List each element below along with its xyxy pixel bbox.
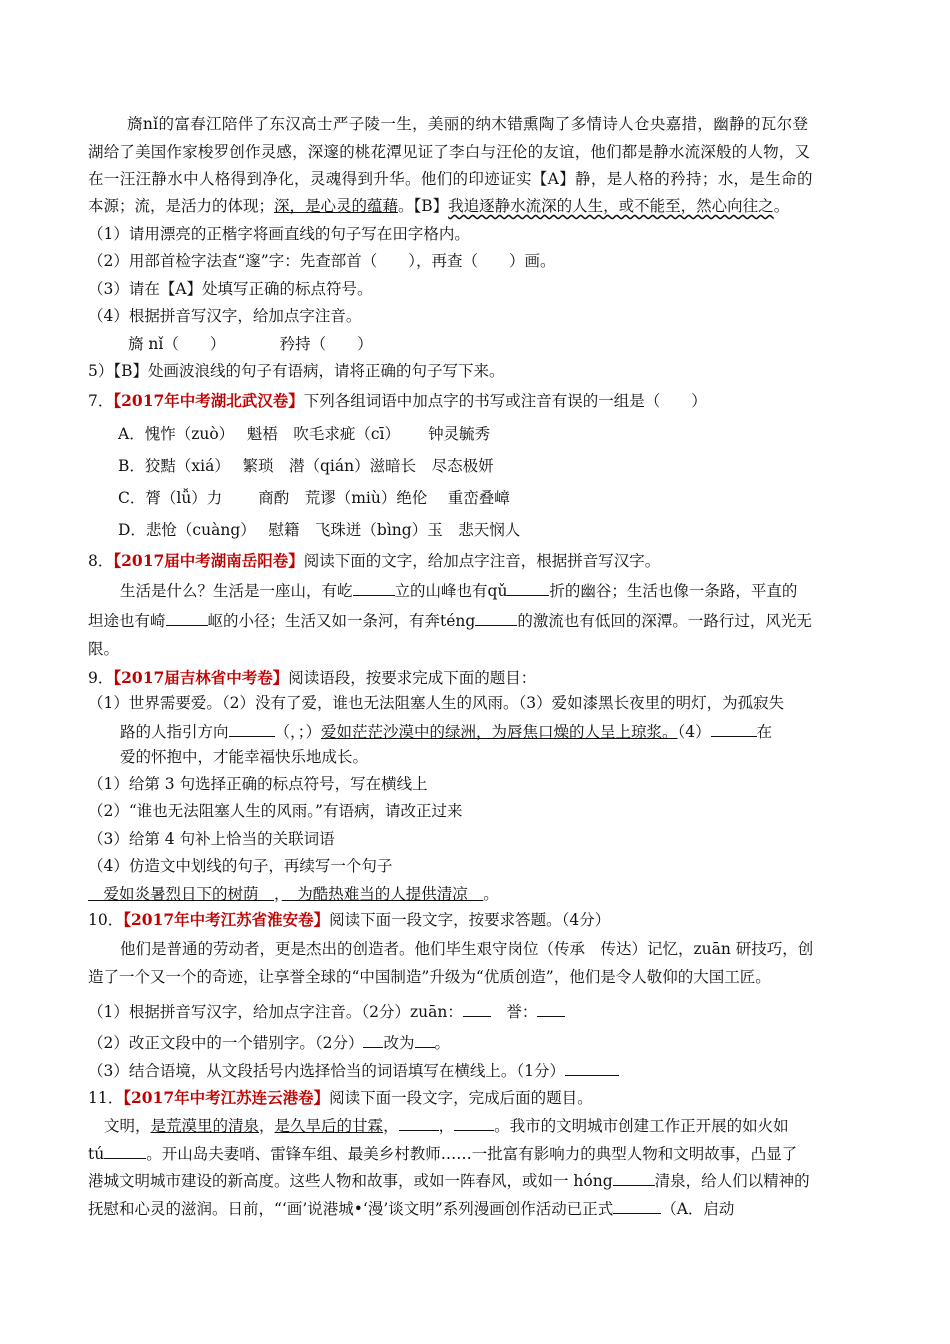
- q9-sub-1: （1）给第 3 句选择正确的标点符号，写在横线上: [88, 775, 428, 793]
- source-tag: 【2017年中考湖北武汉卷】: [113, 391, 304, 410]
- q9-sub-4: （4）仿造文中划线的句子，再续写一个句子: [88, 857, 393, 875]
- q11-text: （A．启动: [661, 1200, 735, 1218]
- option-b: B．狡黠（xiá） 繁琐 潜（qián）滋暗长 尽态极妍: [118, 457, 494, 475]
- source-tag: 【2017届吉林省中考卷】: [113, 668, 289, 687]
- passage-line-1: 旖nǐ的富春江陪伴了东汉高士严子陵一生，美丽的纳木错熏陶了多情诗人仓央嘉措，幽静的瓦尔登: [127, 115, 809, 133]
- option-c: C．膂（lǚ）力 商酌 荒谬（miù）绝伦 重峦叠嶂: [118, 489, 510, 507]
- q11-line-4: [88, 1198, 734, 1219]
- q10-line-1: 他们是普通的劳动者，更是杰出的创造者。他们毕生艰守岗位（传承 传达）记忆，zuān 研技巧，创: [120, 940, 814, 958]
- question-text: 下列各组词语中加点字的书写或注音有误的一组是（ ）: [303, 392, 707, 410]
- question-number: 7．: [88, 392, 114, 410]
- answer-blank[interactable]: [537, 1001, 565, 1017]
- answer-blank[interactable]: [363, 1032, 383, 1048]
- q9-line-2: [120, 721, 772, 742]
- q9-sub-2: （2）“谁也无法阻塞人生的风雨。”有语病，请改正过来: [88, 802, 463, 820]
- subq-1: （1）请用漂亮的正楷字将画直线的句子写在田字格内。: [88, 225, 470, 243]
- q10-line-2: 造了一个又一个的奇迹，让享誉全球的“中国制造”升级为“优质创造”，他们是令人敬仰的大国工匠。: [88, 968, 771, 986]
- answer-blank[interactable]: [454, 1115, 494, 1131]
- answer-blank[interactable]: [166, 610, 208, 626]
- option-d: D．悲怆（cuàng） 慰籍 飞珠迸（bìng）玉 悲天悯人: [118, 521, 521, 539]
- question-number: 9．: [88, 669, 114, 687]
- question-number: 10．: [88, 911, 124, 929]
- answer-blank[interactable]: [104, 1143, 146, 1159]
- passage-line-4-c: 。【B】: [398, 197, 449, 215]
- answer-punct: 。: [483, 885, 499, 903]
- question-text: 阅读下面的文字，给加点字注音，根据拼音写汉字。: [303, 552, 661, 570]
- q8-line-3: 限。: [88, 640, 120, 658]
- source-tag: 【2017年中考江苏省淮安卷】: [123, 910, 330, 929]
- q10-text: （1）根据拼音写汉字，给加点字注音。（2分）zuān：: [88, 1003, 463, 1021]
- q11-text: tú: [88, 1145, 105, 1163]
- passage-line-4-a: 本源；流，是活力的体现；: [88, 197, 275, 215]
- q10-text: 。: [434, 1034, 451, 1052]
- passage-line-2: 湖给了美国作家梭罗创作灵感，深邃的桃花潭见证了李白与汪伦的友谊，他们都是静水流深般的人物，又: [88, 143, 811, 161]
- q8-text: 岖的小径；生活又如一条河，有奔téng: [207, 612, 476, 630]
- q9-line-1: （1）世界需要爱。（2）没有了爱，谁也无法阻塞人生的风雨。（3）爱如漆黑长夜里的明灯，为孤寂失: [88, 694, 785, 712]
- q11-text: 抚慰和心灵的滋润。日前，“‘画’说港城•‘漫’谈文明”系列漫画创作活动已正式: [88, 1200, 614, 1218]
- answer-blank[interactable]: [711, 721, 757, 737]
- subq-2: （2）用部首检字法查“邃”字：先查部首（ ），再查（ ）画。: [88, 252, 556, 270]
- q10-sub-2: [88, 1032, 450, 1053]
- answer-blank[interactable]: [353, 580, 395, 596]
- q9-text: 在: [756, 723, 773, 741]
- q8-line-2: [88, 610, 812, 631]
- question-11-header: [88, 1088, 593, 1108]
- answer-blank[interactable]: [463, 1001, 491, 1017]
- question-text: 阅读下面一段文字，按要求答题。（4分）: [329, 911, 611, 929]
- source-tag: 【2017届中考湖南岳阳卷】: [113, 551, 304, 570]
- q11-line-3: [88, 1170, 810, 1191]
- q8-text: 生活是什么？生活是一座山，有屹: [120, 582, 353, 600]
- q11-text: ，: [383, 1117, 399, 1135]
- q9-text: （，；）: [274, 723, 322, 741]
- passage-line-4: [88, 196, 789, 216]
- underlined-sentence: 深，是心灵的蕴藉: [274, 197, 399, 215]
- passage-line-3: 在一汪汪静水中人格得到净化，灵魂得到升华。他们的印迹证实【A】静，是人格的矜持；水，是生命的: [88, 170, 813, 188]
- wavy-sentence: 我追逐静水流深的人生，或不能至，然心向往之: [448, 197, 774, 215]
- q10-sub-1: [88, 1001, 565, 1022]
- answer-blank[interactable]: [613, 1170, 655, 1186]
- q10-text: （3）结合语境，从文段括号内选择恰当的词语填写在横线上。（1分）: [88, 1062, 565, 1080]
- question-10-header: [88, 910, 610, 930]
- answer-blank[interactable]: [415, 1032, 435, 1048]
- q11-text: ，: [259, 1117, 275, 1135]
- subq-5: 5）【B】处画波浪线的句子有语病，请将正确的句子写下来。: [88, 362, 505, 380]
- question-number: 11．: [88, 1089, 124, 1107]
- answer-blank[interactable]: [229, 721, 275, 737]
- question-8-header: [88, 551, 660, 571]
- underlined-phrase: 是久旱后的甘霖: [274, 1117, 384, 1135]
- q11-text: 。我市的文明城市创建工作正开展的如火如: [494, 1117, 789, 1135]
- q11-text: 港城文明城市建设的新高度。这些人物和故事，或如一阵春风，或如一 hóng: [88, 1172, 613, 1190]
- q11-text: 。开山岛夫妻哨、雷锋车组、最美乡村教师……一批富有影响力的典型人物和文明故事，凸显了: [146, 1145, 798, 1163]
- source-tag: 【2017年中考江苏连云港卷】: [123, 1088, 330, 1107]
- q9-answer: [88, 884, 499, 904]
- q8-text: 坦途也有崎: [88, 612, 166, 630]
- answer-blank[interactable]: [507, 580, 549, 596]
- q11-line-2: [88, 1143, 797, 1164]
- question-number: 8．: [88, 552, 114, 570]
- q9-line-3: 爱的怀抱中，才能幸福快乐地成长。: [120, 748, 369, 766]
- q8-line-1: [120, 580, 797, 601]
- q10-text: （2）改正文段中的一个错别字。（2分）: [88, 1034, 364, 1052]
- answer-blank[interactable]: [399, 1115, 439, 1131]
- question-text: 阅读语段，按要求完成下面的题目：: [288, 669, 537, 687]
- q10-text: 誉：: [490, 1003, 538, 1021]
- subq-3: （3）请在【A】处填写正确的标点符号。: [88, 280, 373, 298]
- underlined-phrase: 是荒漠里的清泉: [150, 1117, 260, 1135]
- answer-blank[interactable]: [613, 1198, 661, 1214]
- subq-4-items: 旖 nǐ（ ） 矜持（ ）: [128, 335, 373, 353]
- q10-sub-3: [88, 1060, 619, 1081]
- q11-text: ，: [438, 1117, 455, 1135]
- q11-line-1: [104, 1115, 789, 1136]
- answer-text: 爱如炎暑烈日下的树荫: [88, 885, 275, 903]
- q10-text: 改为: [383, 1034, 415, 1052]
- answer-text: 为酷热难当的人提供清凉: [281, 885, 484, 903]
- option-a: A．愧怍（zuò） 魁梧 吹毛求疵（cī） 钟灵毓秀: [118, 425, 491, 443]
- q9-text: 路的人指引方向: [120, 723, 229, 741]
- answer-punct: ，: [274, 885, 282, 903]
- q8-text: 立的山峰也有qǔ: [394, 582, 508, 600]
- q8-text: 折的幽谷；生活也像一条路，平直的: [549, 582, 798, 600]
- underlined-sentence: 爱如茫茫沙漠中的绿洲，为唇焦口燥的人呈上琼浆。: [321, 723, 678, 741]
- q11-text: 文明，: [104, 1117, 151, 1135]
- answer-blank[interactable]: [565, 1060, 619, 1076]
- question-7-header: [88, 391, 707, 411]
- q11-text: 清泉，给人们以精神的: [654, 1172, 810, 1190]
- q9-text: （4）: [677, 723, 711, 741]
- q8-text: 的激流也有低回的深潭。一路行过，风光无: [517, 612, 812, 630]
- question-text: 阅读下面一段文字，完成后面的题目。: [329, 1089, 593, 1107]
- question-9-header: [88, 668, 536, 688]
- answer-blank[interactable]: [475, 610, 517, 626]
- passage-line-4-e: 。: [773, 197, 790, 215]
- subq-4: （4）根据拼音写汉字，给加点字注音。: [88, 307, 362, 325]
- q9-sub-3: （3）给第 4 句补上恰当的关联词语: [88, 830, 335, 848]
